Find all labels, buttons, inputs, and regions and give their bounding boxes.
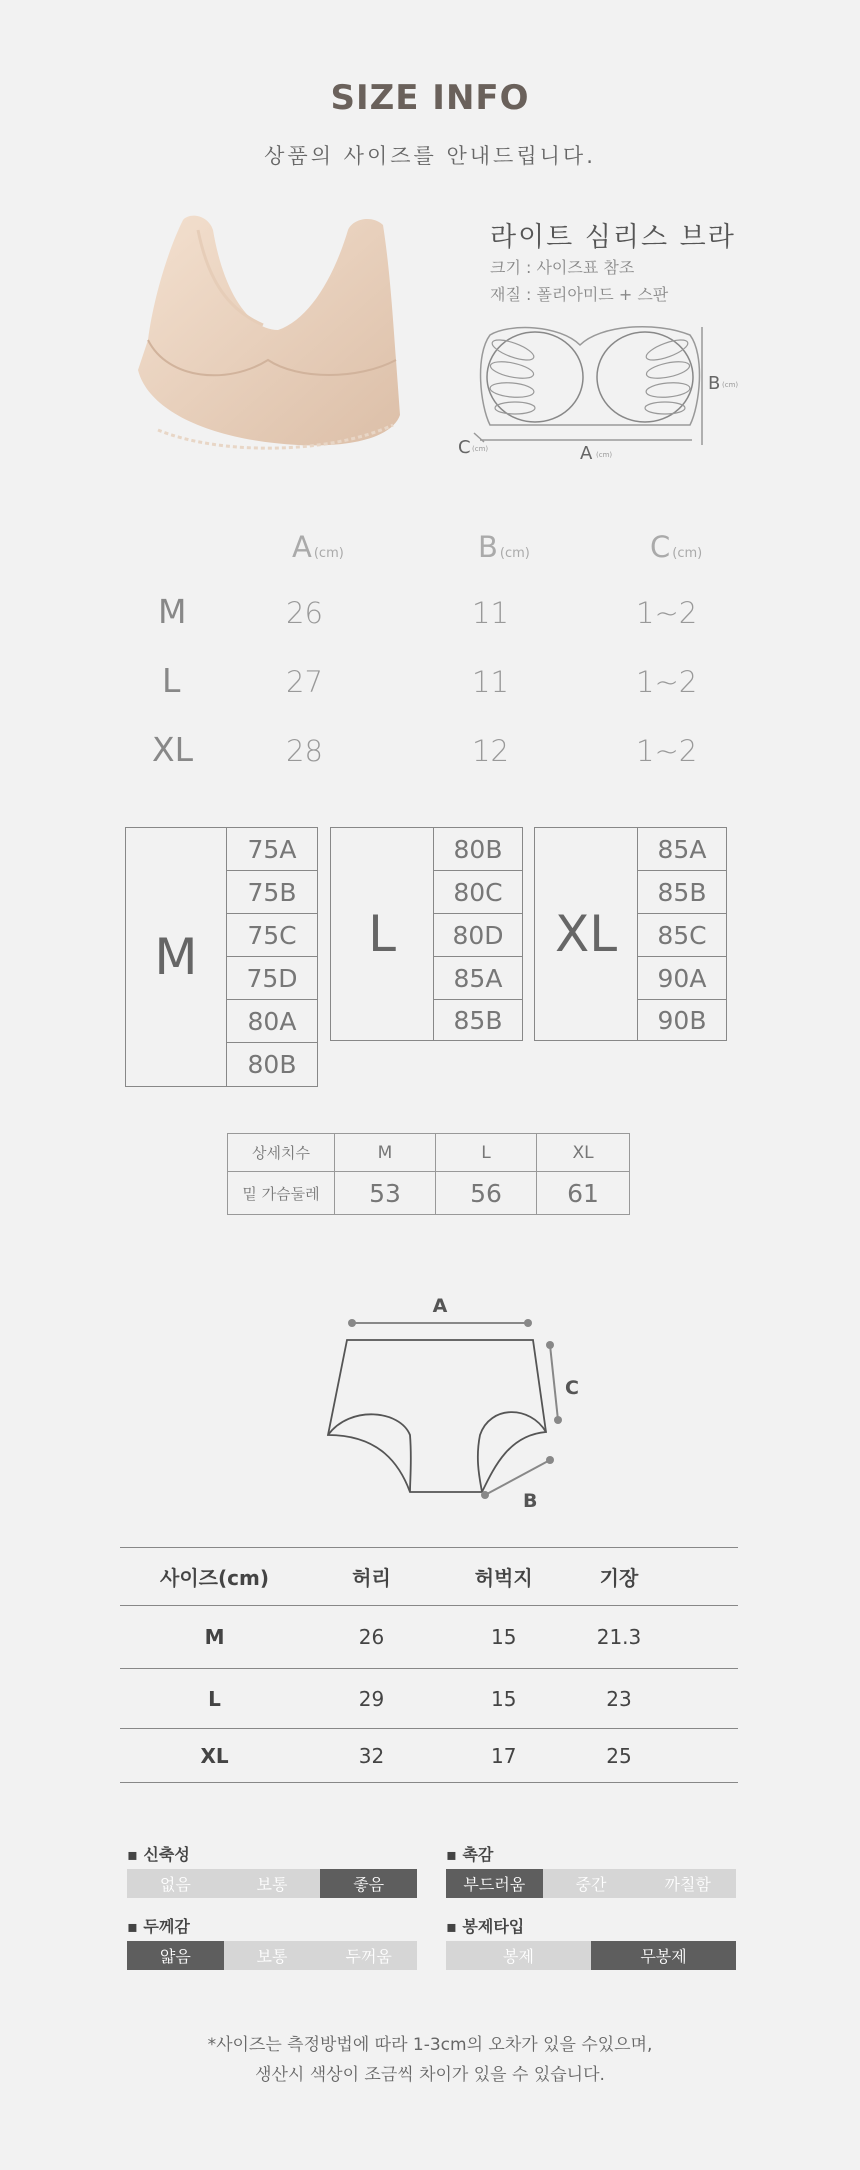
cup-cell: 80A <box>226 999 318 1043</box>
attr-touch-label: ▪ 촉감 <box>446 1845 494 1864</box>
diagram-label-c: C <box>458 437 471 458</box>
table-cell: 12 <box>472 734 509 768</box>
table-cell: 15 <box>490 1625 517 1649</box>
svg-text:(cm): (cm) <box>472 445 489 453</box>
attr-option: 보통 <box>224 1941 321 1970</box>
svg-text:(cm): (cm) <box>596 451 613 459</box>
detail-value: 53 <box>335 1172 436 1215</box>
diagram-label-a: A <box>580 443 593 464</box>
panty-measurement-diagram <box>310 1285 590 1510</box>
cup-cell: 85A <box>433 956 523 1000</box>
detail-header-label: 상세치수 <box>228 1134 335 1172</box>
attr-option-selected: 얇음 <box>127 1941 224 1970</box>
cup-cell: 75A <box>226 827 318 871</box>
table-cell: 26 <box>286 596 323 630</box>
table-row <box>120 1729 738 1783</box>
table-cell: 28 <box>286 734 323 768</box>
attr-option: 없음 <box>127 1869 224 1898</box>
diagram-label-b: B <box>708 373 721 394</box>
detail-row-label: 밑 가슴둘레 <box>228 1172 335 1215</box>
table-row <box>120 1606 738 1669</box>
attr-thickness-bar <box>127 1941 417 1970</box>
svg-text:(cm): (cm) <box>722 381 739 389</box>
table-cell: 15 <box>490 1686 517 1711</box>
cup-cell: 75B <box>226 870 318 914</box>
panty-size: XL <box>200 1743 229 1768</box>
attr-option: 봉제 <box>446 1941 591 1970</box>
product-size-note: 크기 : 사이즈표 참조 <box>490 258 635 277</box>
detail-value: 56 <box>436 1172 537 1215</box>
cup-cell: 75C <box>226 913 318 957</box>
cup-group-size: L <box>330 827 434 1041</box>
table-cell: 11 <box>472 596 509 630</box>
attr-option-selected: 무봉제 <box>591 1941 736 1970</box>
attr-elasticity-label: ▪ 신축성 <box>127 1845 190 1864</box>
attr-sewing-bar <box>446 1941 736 1970</box>
panty-label-b: B <box>523 1490 538 1510</box>
attr-sewing-label: ▪ 봉제타입 <box>446 1917 525 1936</box>
col-header-a: A (cm) <box>292 530 344 564</box>
panty-header: 기장 <box>599 1566 639 1590</box>
panty-header: 사이즈(cm) <box>160 1566 269 1590</box>
detail-size-header: XL <box>537 1134 630 1172</box>
table-cell: 21.3 <box>596 1625 642 1649</box>
attr-thickness-label: ▪ 두께감 <box>127 1917 190 1936</box>
detail-size-header: L <box>436 1134 537 1172</box>
page-title: SIZE INFO <box>330 78 530 118</box>
attr-option-selected: 좋음 <box>320 1869 417 1898</box>
attr-option: 두꺼움 <box>320 1941 417 1970</box>
panty-size: M <box>204 1625 225 1649</box>
cup-cell: 90A <box>637 956 727 1000</box>
attr-touch-bar <box>446 1869 736 1898</box>
col-header-b: B (cm) <box>478 530 530 564</box>
cup-group-size: XL <box>534 827 638 1041</box>
bra-product-image <box>128 210 418 480</box>
cup-cell: 80D <box>433 913 523 957</box>
cup-cell: 80C <box>433 870 523 914</box>
cup-group-size: M <box>125 827 227 1087</box>
table-cell: 1~2 <box>636 596 698 630</box>
table-cell: 32 <box>358 1743 385 1768</box>
attr-option: 보통 <box>224 1869 321 1898</box>
detail-value: 61 <box>537 1172 630 1215</box>
cup-cell: 80B <box>433 827 523 871</box>
product-name: 라이트 심리스 브라 <box>490 222 736 253</box>
table-cell: 1~2 <box>636 734 698 768</box>
panty-label-c: C <box>565 1377 579 1399</box>
table-cell: 25 <box>606 1743 632 1768</box>
bra-measurement-diagram <box>450 315 750 465</box>
cup-cell: 85B <box>637 870 727 914</box>
cup-cell: 85A <box>637 827 727 871</box>
row-size-label: M <box>158 592 187 631</box>
cup-cell: 75D <box>226 956 318 1000</box>
attr-option-selected: 부드러움 <box>446 1869 543 1898</box>
table-cell: 17 <box>490 1743 517 1768</box>
footnote-line1: *사이즈는 측정방법에 따라 1-3cm의 오차가 있을 수있으며, <box>207 2035 653 2055</box>
panty-size: L <box>208 1686 221 1711</box>
panty-size-table <box>120 1547 738 1783</box>
attr-elasticity-bar <box>127 1869 417 1898</box>
cup-cell: 85B <box>433 999 523 1041</box>
row-size-label: XL <box>152 730 193 769</box>
cup-cell: 85C <box>637 913 727 957</box>
panty-label-a: A <box>432 1295 448 1317</box>
attr-option: 까칠함 <box>639 1869 736 1898</box>
table-cell: 26 <box>358 1625 385 1649</box>
col-header-c: C (cm) <box>650 530 703 564</box>
panty-header: 허리 <box>352 1566 391 1590</box>
table-cell: 11 <box>472 665 509 699</box>
panty-header: 허벅지 <box>474 1566 533 1590</box>
table-cell: 23 <box>606 1686 632 1711</box>
detail-size-header: M <box>335 1134 436 1172</box>
row-size-label: L <box>162 661 181 700</box>
page-subtitle: 상품의 사이즈를 안내드립니다. <box>264 144 596 168</box>
cup-cell: 90B <box>637 999 727 1041</box>
table-cell: 27 <box>286 665 323 699</box>
cup-cell: 80B <box>226 1042 318 1087</box>
footnote-line2: 생산시 색상이 조금씩 차이가 있을 수 있습니다. <box>255 2065 605 2085</box>
table-cell: 1~2 <box>636 665 698 699</box>
detail-size-table <box>227 1133 630 1215</box>
table-cell: 29 <box>358 1686 385 1711</box>
table-row <box>120 1669 738 1729</box>
product-material: 재질 : 폴리아미드 + 스판 <box>490 285 669 304</box>
attr-option: 중간 <box>543 1869 640 1898</box>
